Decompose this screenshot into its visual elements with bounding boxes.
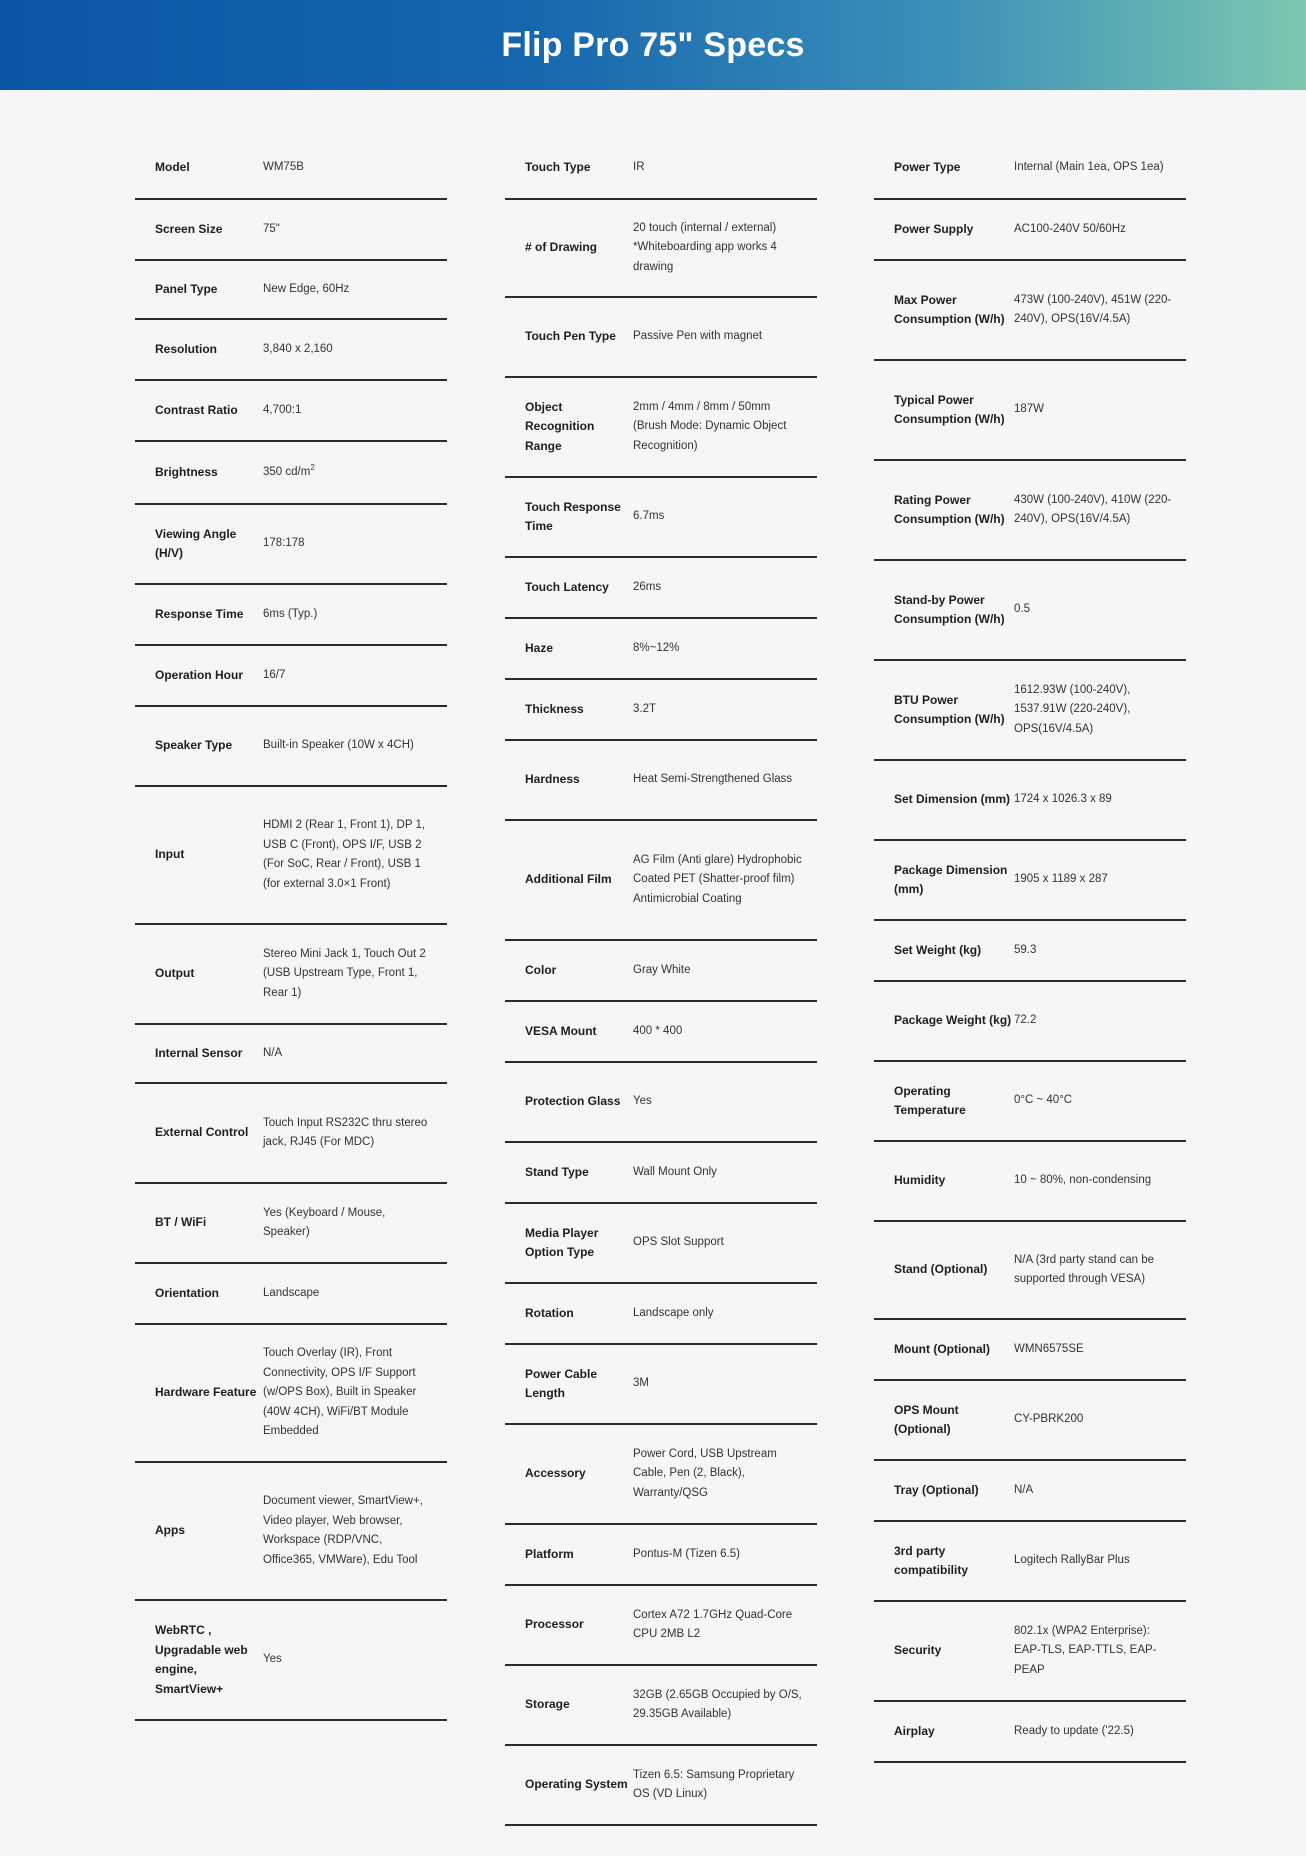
spec-value: [263, 280, 447, 300]
spec-label: Orientation: [155, 1285, 220, 1300]
spec-value: [633, 770, 817, 790]
spec-value: [633, 700, 817, 720]
spec-value-text: 0.5: [1014, 603, 1030, 616]
spec-value-text: Touch Overlay (IR), Front Connectivity, OPS I/F Support (w/OPS Box), Built in Speaker (40W 4CH), WiFi/BT Module Embedded: [263, 1347, 417, 1438]
spec-row: [505, 1002, 817, 1063]
spec-value-text: Tizen 6.5: Samsung Proprietary OS (VD Linux): [633, 1768, 795, 1800]
spec-value: [263, 220, 447, 240]
spec-row: [874, 1602, 1186, 1702]
spec-value: [633, 398, 817, 457]
spec-row: [505, 1143, 817, 1204]
spec-value-text: CY-PBRK200: [1014, 1413, 1084, 1426]
spec-row: [135, 200, 447, 261]
spec-label: Set Dimension (mm): [894, 792, 1011, 807]
spec-value: [263, 736, 447, 756]
spec-label: Thickness: [525, 701, 584, 716]
spec-row: [874, 1320, 1186, 1381]
spec-label: BT / WiFi: [155, 1215, 207, 1230]
spec-row: [874, 1062, 1186, 1142]
spec-value: [633, 1374, 817, 1394]
spec-value: [263, 1344, 447, 1442]
spec-value-text: 59.3: [1014, 943, 1037, 956]
spec-row: [135, 505, 447, 585]
spec-value: [633, 219, 817, 278]
spec-row: [874, 982, 1186, 1062]
spec-row: [874, 461, 1186, 561]
spec-value-text: 1724 x 1026.3 x 89: [1014, 793, 1112, 806]
spec-label: Rating Power Consumption (W/h): [894, 492, 1005, 526]
spec-label: BTU Power Consumption (W/h): [894, 692, 1005, 726]
spec-label: Protection Glass: [525, 1094, 621, 1109]
spec-row: [505, 1666, 817, 1746]
spec-row: [135, 787, 447, 925]
spec-row: [135, 925, 447, 1025]
spec-row: [505, 941, 817, 1002]
spec-row: [874, 137, 1186, 200]
spec-label: Operating System: [525, 1777, 628, 1792]
spec-value-text: Stereo Mini Jack 1, Touch Out 2 (USB Upstream Type, Front 1, Rear 1): [263, 947, 426, 999]
spec-value: [633, 1233, 817, 1253]
spec-value: [1014, 291, 1186, 330]
spec-label: Hardness: [525, 772, 580, 787]
spec-value-text: 16/7: [263, 668, 286, 681]
spec-value: [1014, 1091, 1186, 1111]
spec-label: 3rd party compatibility: [894, 1543, 969, 1577]
spec-value: [263, 401, 447, 421]
spec-label: External Control: [155, 1125, 249, 1140]
spec-value-text: 802.1x (WPA2 Enterprise): EAP-TLS, EAP-TTLS, EAP-PEAP: [1014, 1624, 1157, 1676]
spec-value: [1014, 941, 1186, 961]
spec-value-text: Landscape only: [633, 1306, 714, 1319]
spec-row: [505, 378, 817, 478]
spec-value-text: 3M: [633, 1377, 649, 1390]
spec-value: [1014, 400, 1186, 420]
spec-value: [633, 1545, 817, 1565]
spec-value-text: WM75B: [263, 160, 304, 173]
spec-label: Power Cable Length: [525, 1366, 598, 1400]
spec-value: [263, 1114, 447, 1153]
spec-row: [135, 381, 447, 442]
spec-label: Screen Size: [155, 221, 223, 236]
spec-row: [505, 137, 817, 200]
spec-value-text: 350 cd/m: [263, 465, 311, 478]
spec-row: [505, 1204, 817, 1284]
spec-value-text: Heat Semi-Strengthened Glass: [633, 773, 793, 786]
spec-label: Set Weight (kg): [894, 942, 982, 957]
spec-value: [1014, 1551, 1186, 1571]
spec-value: [633, 1766, 817, 1805]
spec-value: [263, 1284, 447, 1304]
spec-value-text: N/A (3rd party stand can be supported through VESA): [1014, 1253, 1154, 1285]
spec-row: [505, 741, 817, 821]
spec-value: [633, 851, 817, 910]
spec-value-text: Yes: [263, 1653, 282, 1666]
spec-value-text: 8%~12%: [633, 641, 680, 654]
spec-value: [633, 1092, 817, 1112]
spec-row: [874, 921, 1186, 982]
spec-row: [874, 661, 1186, 761]
spec-value: [1014, 1481, 1186, 1501]
spec-value-text: 26ms: [633, 580, 662, 593]
spec-label: Operation Hour: [155, 667, 244, 682]
spec-row: [874, 1522, 1186, 1602]
spec-row: [135, 1264, 447, 1325]
spec-label: Operating Temperature: [894, 1083, 966, 1117]
spec-value-text: 4,700:1: [263, 403, 302, 416]
spec-value: [1014, 600, 1186, 620]
spec-label: Panel Type: [155, 281, 218, 296]
spec-value: [263, 534, 447, 554]
spec-value-text: 0°C ~ 40°C: [1014, 1094, 1073, 1107]
spec-value: [1014, 681, 1186, 740]
spec-label: Response Time: [155, 606, 244, 621]
spec-label: Tray (Optional): [894, 1482, 979, 1497]
spec-value: [633, 961, 817, 981]
spec-value-superscript: 2: [310, 462, 315, 472]
spec-value-text: Touch Input RS232C thru stereo jack, RJ45 (For MDC): [263, 1116, 428, 1148]
spec-row: [505, 1586, 817, 1666]
spec-label: Internal Sensor: [155, 1045, 243, 1060]
spec-value-text: AG Film (Anti glare) Hydrophobic Coated PET (Shatter-proof film) Antimicrobial Coating: [633, 853, 802, 905]
spec-row: [874, 361, 1186, 461]
spec-value: [1014, 491, 1186, 530]
spec-value: [263, 340, 447, 360]
spec-label: Platform: [525, 1546, 574, 1561]
spec-label: Touch Type: [525, 159, 591, 174]
spec-label: Additional Film: [525, 872, 612, 887]
spec-label: Power Supply: [894, 221, 974, 236]
spec-value: [263, 816, 447, 894]
page-title: Flip Pro 75" Specs: [501, 25, 805, 64]
spec-label: Speaker Type: [155, 738, 233, 753]
spec-value-text: 473W (100-240V), 451W (220-240V), OPS(16V/4.5A): [1014, 293, 1172, 325]
spec-value-text: 430W (100-240V), 410W (220-240V), OPS(16V/4.5A): [1014, 493, 1172, 525]
spec-row: [505, 680, 817, 741]
spec-label: Power Type: [894, 159, 961, 174]
spec-value-text: IR: [633, 160, 645, 173]
page-header: [0, 0, 1306, 90]
spec-row: [505, 558, 817, 619]
spec-value-text: Passive Pen with magnet: [633, 330, 763, 343]
spec-row: [135, 261, 447, 320]
spec-value: [633, 578, 817, 598]
spec-value-text: Document viewer, SmartView+, Video player, Web browser, Workspace (RDP/VNC, Office365, VMWare), Edu Tool: [263, 1495, 423, 1566]
spec-value: [263, 666, 447, 686]
spec-label: Typical Power Consumption (W/h): [894, 392, 1005, 426]
spec-label: Media Player Option Type: [525, 1225, 599, 1259]
spec-label: OPS Mount (Optional): [894, 1402, 959, 1436]
spec-row: [135, 320, 447, 381]
spec-label: Max Power Consumption (W/h): [894, 292, 1005, 326]
spec-row: [135, 1025, 447, 1084]
spec-value-text: Cortex A72 1.7GHz Quad-Core CPU 2MB L2: [633, 1608, 793, 1640]
spec-value: [633, 1163, 817, 1183]
spec-label: Stand (Optional): [894, 1262, 988, 1277]
spec-row: [505, 298, 817, 378]
spec-value-text: 2mm / 4mm / 8mm / 50mm (Brush Mode: Dynamic Object Recognition): [633, 400, 787, 452]
spec-value: [263, 1204, 447, 1243]
spec-row: [135, 585, 447, 646]
spec-value: [633, 1445, 817, 1504]
spec-row: [874, 561, 1186, 661]
spec-row: [874, 1142, 1186, 1222]
spec-value: [263, 1650, 447, 1670]
spec-row: [874, 841, 1186, 921]
spec-label: Output: [155, 966, 195, 981]
spec-label: Brightness: [155, 464, 218, 479]
spec-label: Touch Response Time: [525, 499, 621, 533]
spec-label: Package Dimension (mm): [894, 862, 1008, 896]
spec-label: Humidity: [894, 1173, 946, 1188]
spec-value-text: Gray White: [633, 963, 691, 976]
spec-label: Stand-by Power Consumption (W/h): [894, 592, 1005, 626]
spec-value: [1014, 1340, 1186, 1360]
spec-row: [505, 1425, 817, 1525]
spec-value: [1014, 220, 1186, 240]
spec-label: Object Recognition Range: [525, 399, 595, 453]
spec-label: Processor: [525, 1617, 584, 1632]
spec-value-text: 187W: [1014, 403, 1045, 416]
spec-value-text: 20 touch (internal / external) *Whiteboarding app works 4 drawing: [633, 221, 777, 273]
spec-value-text: 1905 x 1189 x 287: [1014, 873, 1108, 886]
spec-label: Accessory: [525, 1466, 586, 1481]
spec-label: Stand Type: [525, 1164, 589, 1179]
spec-value: [633, 1606, 817, 1645]
spec-value-text: 72.2: [1014, 1014, 1037, 1027]
spec-row: [135, 1463, 447, 1601]
spec-value: [263, 463, 447, 483]
spec-row: [874, 1461, 1186, 1522]
spec-row: [135, 1184, 447, 1264]
spec-row: [135, 1084, 447, 1184]
spec-value-text: 6ms (Typ.): [263, 607, 318, 620]
spec-value-text: N/A: [263, 1046, 283, 1059]
spec-label: Package Weight (kg): [894, 1013, 1012, 1028]
spec-row: [135, 1601, 447, 1721]
spec-label: Mount (Optional): [894, 1341, 990, 1356]
spec-label: Model: [155, 159, 190, 174]
spec-row: [874, 1702, 1186, 1763]
spec-row: [874, 261, 1186, 361]
spec-value: [263, 605, 447, 625]
spec-label: # of Drawing: [525, 240, 598, 255]
spec-row: [505, 1525, 817, 1586]
spec-row: [505, 1284, 817, 1345]
spec-label: Rotation: [525, 1305, 574, 1320]
spec-value: [633, 327, 817, 347]
spec-value-text: WMN6575SE: [1014, 1342, 1084, 1355]
spec-row: [874, 1222, 1186, 1320]
spec-value-text: Built-in Speaker (10W x 4CH): [263, 739, 414, 752]
spec-row: [135, 442, 447, 505]
spec-value-text: 3.2T: [633, 702, 657, 715]
spec-value: [633, 1686, 817, 1725]
spec-row: [874, 1381, 1186, 1461]
spec-value: [633, 507, 817, 527]
spec-value: [1014, 1011, 1186, 1031]
spec-value: [1014, 790, 1186, 810]
spec-value-text: Yes: [633, 1095, 652, 1108]
spec-row: [505, 200, 817, 298]
spec-row: [505, 478, 817, 558]
spec-value-text: Internal (Main 1ea, OPS 1ea): [1014, 160, 1164, 173]
spec-value-text: Ready to update ('22.5): [1014, 1724, 1134, 1737]
spec-value: [1014, 1622, 1186, 1681]
spec-label: Touch Latency: [525, 579, 609, 594]
spec-value-text: HDMI 2 (Rear 1, Front 1), DP 1, USB C (Front), OPS I/F, USB 2 (For SoC, Rear / Front), USB 1 (for external 3.0×1 Front): [263, 819, 426, 890]
spec-label: Apps: [155, 1523, 185, 1538]
spec-label: Touch Pen Type: [525, 329, 616, 344]
spec-value: [633, 158, 817, 178]
spec-value-text: 178:178: [263, 537, 305, 550]
spec-column-1: [135, 137, 447, 1721]
spec-value: [633, 1022, 817, 1042]
spec-label: Resolution: [155, 341, 217, 356]
spec-value-text: N/A: [1014, 1483, 1034, 1496]
spec-row: [874, 761, 1186, 841]
spec-value: [633, 639, 817, 659]
spec-row: [505, 1063, 817, 1143]
spec-value-text: 400 * 400: [633, 1024, 683, 1037]
spec-label: Color: [525, 962, 557, 977]
spec-value-text: OPS Slot Support: [633, 1236, 724, 1249]
spec-value: [1014, 1410, 1186, 1430]
spec-row: [505, 1746, 817, 1826]
spec-row: [135, 707, 447, 787]
spec-value-text: Power Cord, USB Upstream Cable, Pen (2, Black), Warranty/QSG: [633, 1447, 777, 1499]
spec-label: VESA Mount: [525, 1023, 597, 1038]
spec-label: Input: [155, 847, 185, 862]
spec-value-text: 10 ~ 80%, non-condensing: [1014, 1174, 1152, 1187]
spec-value-text: Landscape: [263, 1286, 320, 1299]
spec-row: [505, 821, 817, 941]
spec-value: [1014, 870, 1186, 890]
spec-label: Viewing Angle (H/V): [155, 526, 237, 560]
spec-row: [505, 1345, 817, 1425]
spec-value-text: 3,840 x 2,160: [263, 342, 333, 355]
spec-value: [1014, 1171, 1186, 1191]
spec-value-text: Wall Mount Only: [633, 1165, 717, 1178]
spec-label: WebRTC , Upgradable web engine, SmartView+: [155, 1623, 248, 1696]
spec-label: Contrast Ratio: [155, 402, 238, 417]
spec-label: Storage: [525, 1697, 570, 1712]
spec-value-text: 6.7ms: [633, 510, 665, 523]
spec-value-text: 75": [263, 222, 280, 235]
spec-label: Security: [894, 1643, 942, 1658]
spec-value-text: 1612.93W (100-240V), 1537.91W (220-240V), OPS(16V/4.5A): [1014, 683, 1131, 735]
spec-row: [505, 619, 817, 680]
spec-row: [874, 200, 1186, 261]
spec-value-text: New Edge, 60Hz: [263, 282, 350, 295]
spec-row: [135, 646, 447, 707]
spec-column-3: [874, 137, 1186, 1763]
spec-value-text: Yes (Keyboard / Mouse, Speaker): [263, 1206, 386, 1238]
spec-value-text: Pontus-M (Tizen 6.5): [633, 1547, 740, 1560]
spec-label: Airplay: [894, 1723, 935, 1738]
spec-value: [263, 1044, 447, 1064]
spec-value: [633, 1304, 817, 1324]
spec-value: [1014, 158, 1186, 178]
spec-value: [263, 158, 447, 178]
spec-value: [1014, 1722, 1186, 1742]
spec-row: [135, 137, 447, 200]
spec-label: Hardware Feature: [155, 1385, 257, 1400]
spec-label: Haze: [525, 640, 554, 655]
spec-value: [263, 1492, 447, 1570]
spec-value-text: AC100-240V 50/60Hz: [1014, 222, 1126, 235]
spec-value: [1014, 1251, 1186, 1290]
spec-row: [135, 1325, 447, 1463]
spec-value-text: Logitech RallyBar Plus: [1014, 1554, 1130, 1567]
spec-column-2: [505, 137, 817, 1826]
spec-value-text: 32GB (2.65GB Occupied by O/S, 29.35GB Available): [633, 1688, 802, 1720]
spec-value: [263, 945, 447, 1004]
